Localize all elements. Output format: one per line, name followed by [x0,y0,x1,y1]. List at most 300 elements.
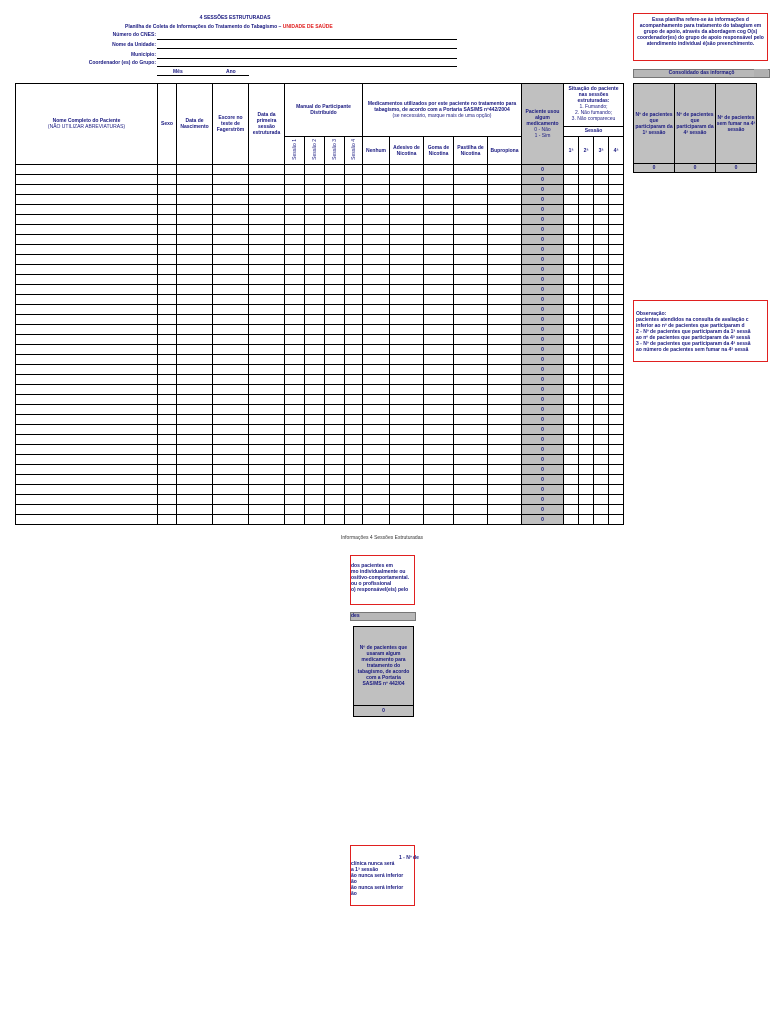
table-cell[interactable] [564,385,579,395]
table-cell[interactable] [345,225,363,235]
table-cell[interactable] [564,325,579,335]
table-cell[interactable] [594,215,609,225]
table-cell[interactable] [158,225,177,235]
table-cell[interactable] [424,175,454,185]
table-cell[interactable] [390,375,424,385]
table-cell[interactable] [345,505,363,515]
table-cell[interactable] [16,355,158,365]
table-cell[interactable] [454,195,488,205]
table-cell[interactable] [424,385,454,395]
table-cell[interactable] [16,425,158,435]
table-cell[interactable] [16,295,158,305]
table-cell[interactable] [579,235,594,245]
table-cell[interactable] [177,465,213,475]
table-cell[interactable] [177,205,213,215]
table-cell[interactable] [594,385,609,395]
table-cell[interactable] [363,305,390,315]
table-cell[interactable] [609,435,624,445]
table-cell[interactable] [325,205,345,215]
table-cell[interactable] [249,485,285,495]
table-cell[interactable] [390,325,424,335]
table-cell[interactable] [213,265,249,275]
table-cell[interactable] [249,365,285,375]
table-cell[interactable] [325,405,345,415]
table-cell[interactable] [564,405,579,415]
table-cell[interactable] [305,345,325,355]
table-cell[interactable] [424,445,454,455]
table-cell[interactable] [285,425,305,435]
table-cell[interactable] [564,475,579,485]
table-cell[interactable] [609,345,624,355]
table-cell[interactable] [285,405,305,415]
table-cell[interactable] [579,355,594,365]
table-cell[interactable] [177,435,213,445]
table-cell[interactable] [249,255,285,265]
table-cell[interactable] [177,295,213,305]
table-cell[interactable] [249,315,285,325]
table-cell[interactable] [564,465,579,475]
table-cell[interactable] [390,455,424,465]
table-cell[interactable] [249,285,285,295]
table-cell[interactable] [177,195,213,205]
table-cell[interactable] [16,375,158,385]
table-cell[interactable] [594,395,609,405]
table-cell[interactable] [488,275,522,285]
table-cell[interactable] [249,455,285,465]
table-cell[interactable] [424,435,454,445]
field-line-coordenador[interactable] [157,66,457,67]
table-cell[interactable] [305,295,325,305]
table-cell[interactable] [285,205,305,215]
table-cell[interactable] [609,465,624,475]
table-cell[interactable] [213,375,249,385]
table-cell[interactable] [363,375,390,385]
table-cell[interactable] [177,275,213,285]
table-cell[interactable] [390,215,424,225]
table-cell[interactable] [454,425,488,435]
table-cell[interactable] [564,275,579,285]
table-cell[interactable] [249,305,285,315]
table-cell[interactable] [285,335,305,345]
table-cell[interactable] [285,355,305,365]
table-cell[interactable] [488,255,522,265]
table-cell[interactable] [609,355,624,365]
field-line-municipio[interactable] [157,58,457,59]
table-cell[interactable] [325,375,345,385]
table-cell[interactable] [285,445,305,455]
table-cell[interactable] [564,195,579,205]
table-cell[interactable] [325,295,345,305]
table-cell[interactable] [285,455,305,465]
table-cell[interactable] [594,505,609,515]
table-cell[interactable] [424,315,454,325]
table-cell[interactable] [454,295,488,305]
table-cell[interactable] [16,265,158,275]
table-cell[interactable] [363,235,390,245]
table-cell[interactable] [345,265,363,275]
table-cell[interactable] [579,195,594,205]
table-cell[interactable] [158,445,177,455]
table-cell[interactable] [390,395,424,405]
table-cell[interactable] [454,355,488,365]
table-cell[interactable] [363,245,390,255]
table-cell[interactable] [249,235,285,245]
table-cell[interactable] [305,405,325,415]
table-cell[interactable] [424,345,454,355]
table-cell[interactable] [305,515,325,525]
table-cell[interactable] [285,265,305,275]
table-cell[interactable] [285,395,305,405]
table-cell[interactable] [285,415,305,425]
table-cell[interactable] [305,425,325,435]
table-cell[interactable] [345,275,363,285]
table-cell[interactable] [285,295,305,305]
table-cell[interactable] [488,445,522,455]
table-cell[interactable] [609,255,624,265]
table-cell[interactable] [345,325,363,335]
table-cell[interactable] [594,255,609,265]
table-cell[interactable] [177,325,213,335]
table-cell[interactable] [345,175,363,185]
table-cell[interactable] [325,275,345,285]
table-cell[interactable] [345,435,363,445]
table-cell[interactable] [390,475,424,485]
table-cell[interactable] [177,255,213,265]
table-cell[interactable] [305,395,325,405]
table-cell[interactable] [454,275,488,285]
table-cell[interactable] [158,325,177,335]
table-cell[interactable] [564,455,579,465]
table-cell[interactable] [177,175,213,185]
table-cell[interactable] [16,385,158,395]
table-cell[interactable] [325,215,345,225]
table-cell[interactable] [177,265,213,275]
table-cell[interactable] [363,455,390,465]
table-cell[interactable] [285,475,305,485]
table-cell[interactable] [177,505,213,515]
table-cell[interactable] [213,205,249,215]
table-cell[interactable] [325,345,345,355]
table-cell[interactable] [16,455,158,465]
table-cell[interactable] [564,355,579,365]
table-cell[interactable] [488,205,522,215]
table-cell[interactable] [305,215,325,225]
table-cell[interactable] [363,255,390,265]
table-cell[interactable] [325,325,345,335]
table-cell[interactable] [345,215,363,225]
table-cell[interactable] [345,335,363,345]
table-cell[interactable] [488,415,522,425]
table-cell[interactable] [345,195,363,205]
table-cell[interactable] [16,505,158,515]
table-cell[interactable] [594,315,609,325]
table-cell[interactable] [325,385,345,395]
table-cell[interactable] [213,195,249,205]
table-cell[interactable] [213,295,249,305]
table-cell[interactable] [454,365,488,375]
table-cell[interactable] [249,475,285,485]
table-cell[interactable] [213,425,249,435]
table-cell[interactable] [249,355,285,365]
table-cell[interactable] [609,285,624,295]
table-cell[interactable] [325,175,345,185]
table-cell[interactable] [579,175,594,185]
table-cell[interactable] [177,375,213,385]
table-cell[interactable] [579,435,594,445]
table-cell[interactable] [609,165,624,175]
table-cell[interactable] [285,215,305,225]
table-cell[interactable] [249,325,285,335]
table-cell[interactable] [363,265,390,275]
table-cell[interactable] [454,305,488,315]
table-cell[interactable] [609,215,624,225]
table-cell[interactable] [363,405,390,415]
table-cell[interactable] [249,495,285,505]
table-cell[interactable] [16,285,158,295]
table-cell[interactable] [325,465,345,475]
table-cell[interactable] [158,345,177,355]
table-cell[interactable] [594,405,609,415]
table-cell[interactable] [158,465,177,475]
table-cell[interactable] [249,405,285,415]
table-cell[interactable] [249,275,285,285]
table-cell[interactable] [305,495,325,505]
table-cell[interactable] [158,335,177,345]
table-cell[interactable] [594,175,609,185]
table-cell[interactable] [305,505,325,515]
table-cell[interactable] [579,285,594,295]
table-cell[interactable] [454,215,488,225]
table-cell[interactable] [177,235,213,245]
table-cell[interactable] [16,245,158,255]
table-cell[interactable] [158,515,177,525]
table-cell[interactable] [177,395,213,405]
table-cell[interactable] [16,405,158,415]
table-cell[interactable] [325,165,345,175]
table-cell[interactable] [305,265,325,275]
table-cell[interactable] [249,195,285,205]
table-cell[interactable] [345,415,363,425]
table-cell[interactable] [249,265,285,275]
table-cell[interactable] [249,165,285,175]
table-cell[interactable] [305,385,325,395]
table-cell[interactable] [579,425,594,435]
table-cell[interactable] [390,205,424,215]
table-cell[interactable] [579,455,594,465]
table-cell[interactable] [158,365,177,375]
table-cell[interactable] [488,405,522,415]
table-cell[interactable] [158,495,177,505]
table-cell[interactable] [564,165,579,175]
table-cell[interactable] [16,495,158,505]
table-cell[interactable] [158,195,177,205]
table-cell[interactable] [579,405,594,415]
table-cell[interactable] [213,515,249,525]
table-cell[interactable] [345,515,363,525]
table-cell[interactable] [285,365,305,375]
table-cell[interactable] [424,335,454,345]
table-cell[interactable] [594,165,609,175]
table-cell[interactable] [345,165,363,175]
table-cell[interactable] [158,375,177,385]
table-cell[interactable] [594,325,609,335]
table-cell[interactable] [564,395,579,405]
table-cell[interactable] [390,385,424,395]
horizontal-scroll-thumb[interactable] [754,69,768,77]
table-cell[interactable] [249,185,285,195]
table-cell[interactable] [305,285,325,295]
table-cell[interactable] [390,345,424,355]
table-cell[interactable] [213,465,249,475]
table-cell[interactable] [345,445,363,455]
table-cell[interactable] [249,425,285,435]
table-cell[interactable] [345,295,363,305]
table-cell[interactable] [424,485,454,495]
table-cell[interactable] [305,205,325,215]
table-cell[interactable] [285,375,305,385]
table-cell[interactable] [16,515,158,525]
table-cell[interactable] [177,315,213,325]
table-cell[interactable] [363,215,390,225]
table-cell[interactable] [325,185,345,195]
table-cell[interactable] [594,355,609,365]
table-cell[interactable] [16,175,158,185]
table-cell[interactable] [16,435,158,445]
table-cell[interactable] [424,255,454,265]
table-cell[interactable] [249,205,285,215]
table-cell[interactable] [488,395,522,405]
table-cell[interactable] [390,195,424,205]
table-cell[interactable] [305,255,325,265]
table-cell[interactable] [213,315,249,325]
table-cell[interactable] [325,285,345,295]
table-cell[interactable] [564,185,579,195]
table-cell[interactable] [158,185,177,195]
table-cell[interactable] [345,285,363,295]
table-cell[interactable] [325,455,345,465]
table-cell[interactable] [609,265,624,275]
table-cell[interactable] [579,225,594,235]
table-cell[interactable] [177,495,213,505]
table-cell[interactable] [285,515,305,525]
table-cell[interactable] [390,305,424,315]
table-cell[interactable] [177,415,213,425]
table-cell[interactable] [594,275,609,285]
table-cell[interactable] [177,285,213,295]
table-cell[interactable] [454,335,488,345]
table-cell[interactable] [454,505,488,515]
table-cell[interactable] [345,365,363,375]
table-cell[interactable] [305,185,325,195]
table-cell[interactable] [16,195,158,205]
table-cell[interactable] [363,315,390,325]
table-cell[interactable] [177,455,213,465]
table-cell[interactable] [390,285,424,295]
table-cell[interactable] [177,425,213,435]
table-cell[interactable] [213,355,249,365]
table-cell[interactable] [158,485,177,495]
table-cell[interactable] [579,385,594,395]
table-cell[interactable] [609,375,624,385]
table-cell[interactable] [305,445,325,455]
table-cell[interactable] [454,345,488,355]
table-cell[interactable] [213,455,249,465]
table-cell[interactable] [594,455,609,465]
table-cell[interactable] [488,215,522,225]
table-cell[interactable] [213,485,249,495]
table-cell[interactable] [454,405,488,415]
table-cell[interactable] [564,495,579,505]
table-cell[interactable] [609,275,624,285]
table-cell[interactable] [213,165,249,175]
table-cell[interactable] [177,215,213,225]
table-cell[interactable] [488,325,522,335]
table-cell[interactable] [16,315,158,325]
table-cell[interactable] [158,355,177,365]
table-cell[interactable] [325,335,345,345]
table-cell[interactable] [305,245,325,255]
table-cell[interactable] [177,185,213,195]
table-cell[interactable] [305,275,325,285]
table-cell[interactable] [285,345,305,355]
table-cell[interactable] [390,335,424,345]
table-cell[interactable] [16,365,158,375]
table-cell[interactable] [285,385,305,395]
table-cell[interactable] [363,185,390,195]
table-cell[interactable] [564,335,579,345]
table-cell[interactable] [390,235,424,245]
table-cell[interactable] [579,305,594,315]
table-cell[interactable] [424,505,454,515]
table-cell[interactable] [325,485,345,495]
table-cell[interactable] [594,415,609,425]
table-cell[interactable] [424,405,454,415]
table-cell[interactable] [325,425,345,435]
table-cell[interactable] [424,395,454,405]
table-cell[interactable] [325,365,345,375]
table-cell[interactable] [390,295,424,305]
table-cell[interactable] [363,445,390,455]
table-cell[interactable] [424,415,454,425]
table-cell[interactable] [158,205,177,215]
table-cell[interactable] [158,275,177,285]
table-cell[interactable] [363,475,390,485]
table-cell[interactable] [579,295,594,305]
table-cell[interactable] [345,345,363,355]
table-cell[interactable] [325,395,345,405]
table-cell[interactable] [249,465,285,475]
table-cell[interactable] [213,385,249,395]
table-cell[interactable] [424,225,454,235]
table-cell[interactable] [16,345,158,355]
table-cell[interactable] [345,355,363,365]
field-line-mes-ano[interactable] [157,75,249,76]
table-cell[interactable] [594,375,609,385]
table-cell[interactable] [390,355,424,365]
table-cell[interactable] [454,445,488,455]
table-cell[interactable] [345,185,363,195]
table-cell[interactable] [609,395,624,405]
table-cell[interactable] [390,485,424,495]
table-cell[interactable] [325,355,345,365]
table-cell[interactable] [213,215,249,225]
table-cell[interactable] [213,255,249,265]
table-cell[interactable] [363,505,390,515]
table-cell[interactable] [424,325,454,335]
table-cell[interactable] [609,455,624,465]
table-cell[interactable] [594,295,609,305]
table-cell[interactable] [594,335,609,345]
